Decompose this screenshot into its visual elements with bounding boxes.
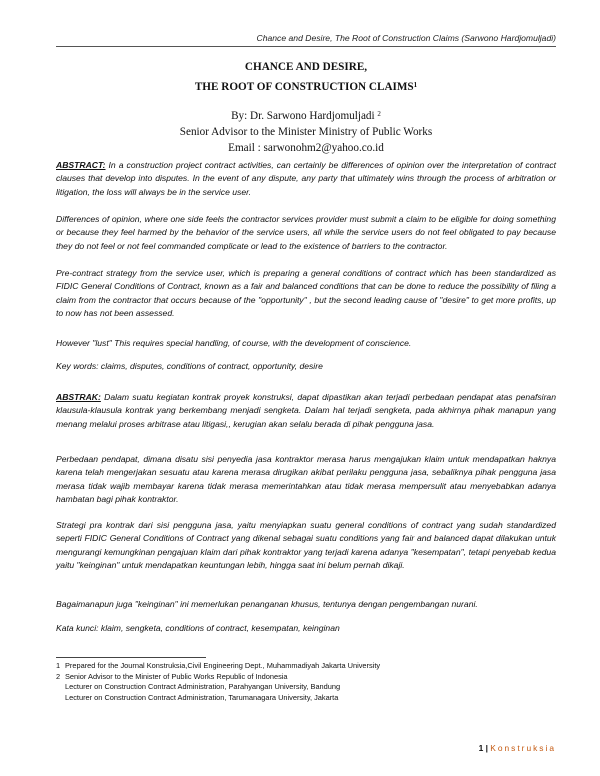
abstract-en-p4: However "lust" This requires special handling, of course, with the development of conscience. bbox=[56, 338, 412, 348]
footer-separator: | bbox=[485, 743, 488, 753]
abstrak-label: ABSTRAK: bbox=[56, 392, 101, 402]
author-line bbox=[56, 106, 556, 124]
abstrak-id-p2: Perbedaan pendapat, dimana disatu sisi penyedia jasa kontraktor merasa harus mengajukan klaim untuk mendapatkan haknya karena telah mengerjakan sesuatu atau karena merasa dirugikan akibat perilaku pengguna jasa, sebaliknya pihak pengguna jasa merasa tidak wajib membayar karena tidak merasa memerintahkan atau tidak merasa mempersulit atau menyebabkan adanya hambatan bagi pihak kontraktor. bbox=[56, 454, 556, 505]
footnote-2 bbox=[56, 672, 380, 683]
abstract-en-p3: Pre-contract strategy from the service user, which is preparing a general conditions of contract which has been standardized as FIDIC General Conditions of Contract, known as a fair and balanced conditions that can be done to reduce the possibility of filing a claim from the contractor that occurs because of the "opportunity" , but the second leading cause of "desire" to get more profits, up to now has not been assessed. bbox=[56, 268, 556, 319]
page-number: 1 bbox=[478, 743, 484, 753]
footnote-2-line-2: Lecturer on Construction Contract Administration, Parahyangan University, Bandung bbox=[65, 682, 341, 692]
abstract-label: ABSTRACT: bbox=[56, 160, 106, 170]
abstract-en-p1-text: In a construction project contract activities, can certainly be differences of opinion over the interpretation of contract clauses that develop into disputes. In the event of any dispute, any party that ultimately wins through the process of arbitration or litigation, the loss will always be in the service user. bbox=[56, 160, 556, 197]
abstrak-id-p1 bbox=[56, 391, 556, 431]
abstract-en-p2: Differences of opinion, where one side feels the contractor services provider must submit a claim to be eligible for doing something or because they feel harmed by the behavior of the service users, all while the service users do not feel obligated to pay because they do not feel or not feel commanded complicate or lead to the existence of barriers to the contractor. bbox=[56, 214, 556, 251]
footnote-2-text: Senior Advisor to the Minister of Public Works Republic of Indonesia bbox=[65, 671, 288, 681]
author-position: Senior Advisor to the Minister Ministry of Public Works bbox=[179, 126, 433, 138]
abstrak-id-p4: Bagaimanapun juga "keinginan" ini memerlukan penanganan khusus, tentunya dengan pengembangan nurani. bbox=[56, 599, 478, 609]
author-email: Email : sarwonohm2@yahoo.co.id bbox=[228, 142, 384, 154]
footnote-1-num: 1 bbox=[56, 661, 61, 670]
abstrak-id-p1-text: Dalam suatu kegiatan kontrak proyek konstruksi, dapat dipastikan akan terjadi perbedaan pendapat atas penafsiran klausula-klausula kontrak yang berkembang menjadi sengketa. Dalam hal terjadi sengketa, pada akhirnya pihak manapun yang menang melalui proses arbitrase atau litigasi,, kerugian akan selalu berada di pihak pengguna jasa. bbox=[56, 392, 556, 429]
header-rule bbox=[56, 46, 556, 47]
abstrak-id-p3: Strategi pra kontrak dari sisi pengguna jasa, yaitu menyiapkan suatu general conditions of contract yang sudah standardized seperti FIDIC General Conditions of Contract yang dikenal sebagai suatu conditions yang fair and balanced dapat dilakukan untuk mengurangi kemungkinan pengajuan klaim dari pihak kontraktor yang terjadi karena adanya "kesempatan", tetapi penyebab kedua yaitu "keinginan" untuk mendapatkan keuntungan lebih, hingga saat ini belum pernah dikaji. bbox=[56, 520, 556, 571]
keywords-en: Key words: claims, disputes, conditions of contract, opportunity, desire bbox=[56, 361, 323, 371]
footnotes bbox=[56, 661, 380, 703]
footnote-2-line-3: Lecturer on Construction Contract Administration, Tarumanagara University, Jakarta bbox=[65, 692, 339, 702]
paper-title bbox=[56, 58, 556, 96]
footnote-separator bbox=[56, 657, 206, 658]
title-line-2 bbox=[56, 76, 556, 96]
author-byline: By: Dr. Sarwono Hardjomuljadi bbox=[231, 110, 375, 122]
footnote-1-text: Prepared for the Journal Konstruksia,Civil Engineering Dept., Muhammadiyah Jakarta University bbox=[65, 661, 381, 670]
author-footnote-mark: 2 bbox=[377, 110, 381, 118]
footnote-1 bbox=[56, 661, 380, 672]
title-line-2-text: THE ROOT OF CONSTRUCTION CLAIMS bbox=[194, 81, 414, 93]
footnote-2-num: 2 bbox=[56, 671, 61, 681]
abstract-en-p1 bbox=[56, 159, 556, 199]
author-block bbox=[56, 106, 556, 156]
page-footer bbox=[479, 743, 556, 753]
title-line-1: CHANCE AND DESIRE, bbox=[244, 61, 368, 73]
running-header: Chance and Desire, The Root of Construction Claims (Sarwono Hardjomuljadi) bbox=[256, 33, 556, 43]
keywords-id: Kata kunci: klaim, sengketa, conditions of contract, kesempatan, keinginan bbox=[56, 623, 340, 633]
title-footnote-mark: 1 bbox=[413, 81, 418, 89]
journal-name: Konstruksia bbox=[490, 743, 556, 753]
